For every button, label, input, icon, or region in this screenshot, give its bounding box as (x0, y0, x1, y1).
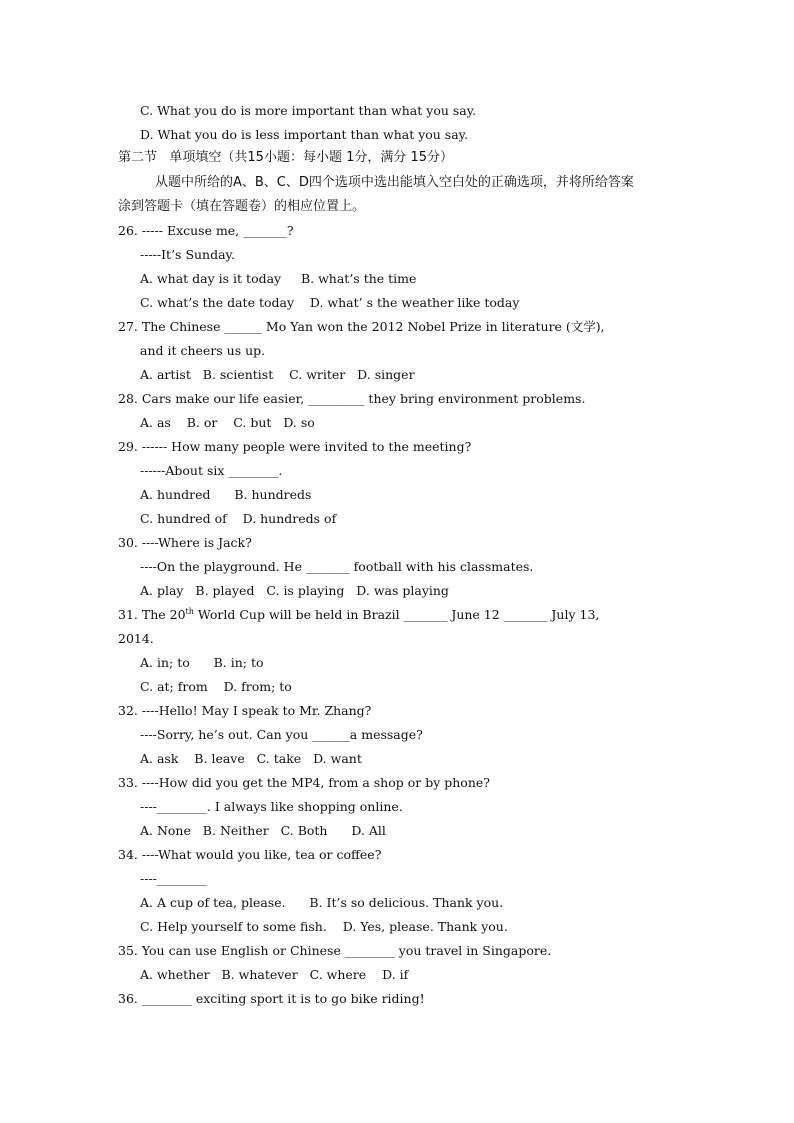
question-28-stem: 28. Cars make our life easier, _________ they bring environment problems. (118, 391, 586, 406)
question-33-stem: 33. ----How did you get the MP4, from a shop or by phone? (118, 775, 490, 790)
question-34-options-ab: A. A cup of tea, please. B. It’s so delicious. Thank you. (140, 895, 504, 910)
question-29-stem: 29. ------ How many people were invited to the meeting? (118, 439, 472, 454)
question-31-stem-cont: 2014. (118, 631, 154, 646)
question-35-stem: 35. You can use English or Chinese ________ you travel in Singapore. (118, 943, 552, 958)
question-31-stem-post: World Cup will be held in Brazil _______ June 12 _______ July 13, (193, 607, 600, 622)
question-33-options: A. None B. Neither C. Both D. All (140, 823, 386, 838)
question-31-options-cd: C. at; from D. from; to (140, 679, 292, 694)
question-29-reply: ------About six ________. (140, 463, 283, 478)
question-31-ordinal-suffix: th (185, 607, 194, 616)
section-instruction-1: 从题中所给的A、B、C、D四个选项中选出能填入空白处的正确选项，并将所给答案 (155, 175, 634, 190)
question-34-options-cd: C. Help yourself to some fish. D. Yes, please. Thank you. (140, 919, 508, 934)
question-27-options: A. artist B. scientist C. writer D. singer (140, 367, 415, 382)
question-29-options-cd: C. hundred of D. hundreds of (140, 511, 337, 526)
question-27-stem-cont: and it cheers us up. (140, 343, 266, 358)
question-28-options: A. as B. or C. but D. so (140, 415, 315, 430)
question-34-reply: ----________ (140, 871, 207, 886)
question-36-stem: 36. ________ exciting sport it is to go bike riding! (118, 991, 425, 1006)
prev-option-c: C. What you do is more important than what you say. (140, 103, 477, 118)
question-31-stem-pre: 31. The 20 (118, 607, 186, 622)
question-26-options-ab: A. what day is it today B. what’s the time (140, 271, 417, 286)
question-26-options-cd: C. what’s the date today D. what’ s the weather like today (140, 295, 520, 310)
question-30-stem: 30. ----Where is Jack? (118, 535, 252, 550)
question-32-stem: 32. ----Hello! May I speak to Mr. Zhang? (118, 703, 372, 718)
section-heading: 第二节 单项填空（共15小题：每小题 1分，满分 15分） (118, 150, 454, 165)
question-32-options: A. ask B. leave C. take D. want (140, 751, 362, 766)
question-27-stem: 27. The Chinese ______ Mo Yan won the 2012 Nobel Prize in literature (文学), (118, 319, 605, 334)
question-34-stem: 34. ----What would you like, tea or coffee? (118, 847, 382, 862)
question-30-options: A. play B. played C. is playing D. was playing (140, 583, 449, 598)
question-31-options-ab: A. in; to B. in; to (140, 655, 264, 670)
prev-option-d: D. What you do is less important than what you say. (140, 127, 469, 142)
question-30-reply: ----On the playground. He _______ football with his classmates. (140, 559, 534, 574)
question-26-stem: 26. ----- Excuse me, _______? (118, 223, 294, 238)
section-instruction-2: 涂到答题卡（填在答题卷）的相应位置上。 (118, 199, 366, 214)
question-33-reply: ----________. I always like shopping online. (140, 799, 403, 814)
question-26-reply: -----It’s Sunday. (140, 247, 235, 262)
question-35-options: A. whether B. whatever C. where D. if (140, 967, 409, 982)
question-29-options-ab: A. hundred B. hundreds (140, 487, 312, 502)
question-31-stem (118, 607, 599, 623)
question-32-reply: ----Sorry, he’s out. Can you ______a message? (140, 727, 423, 742)
